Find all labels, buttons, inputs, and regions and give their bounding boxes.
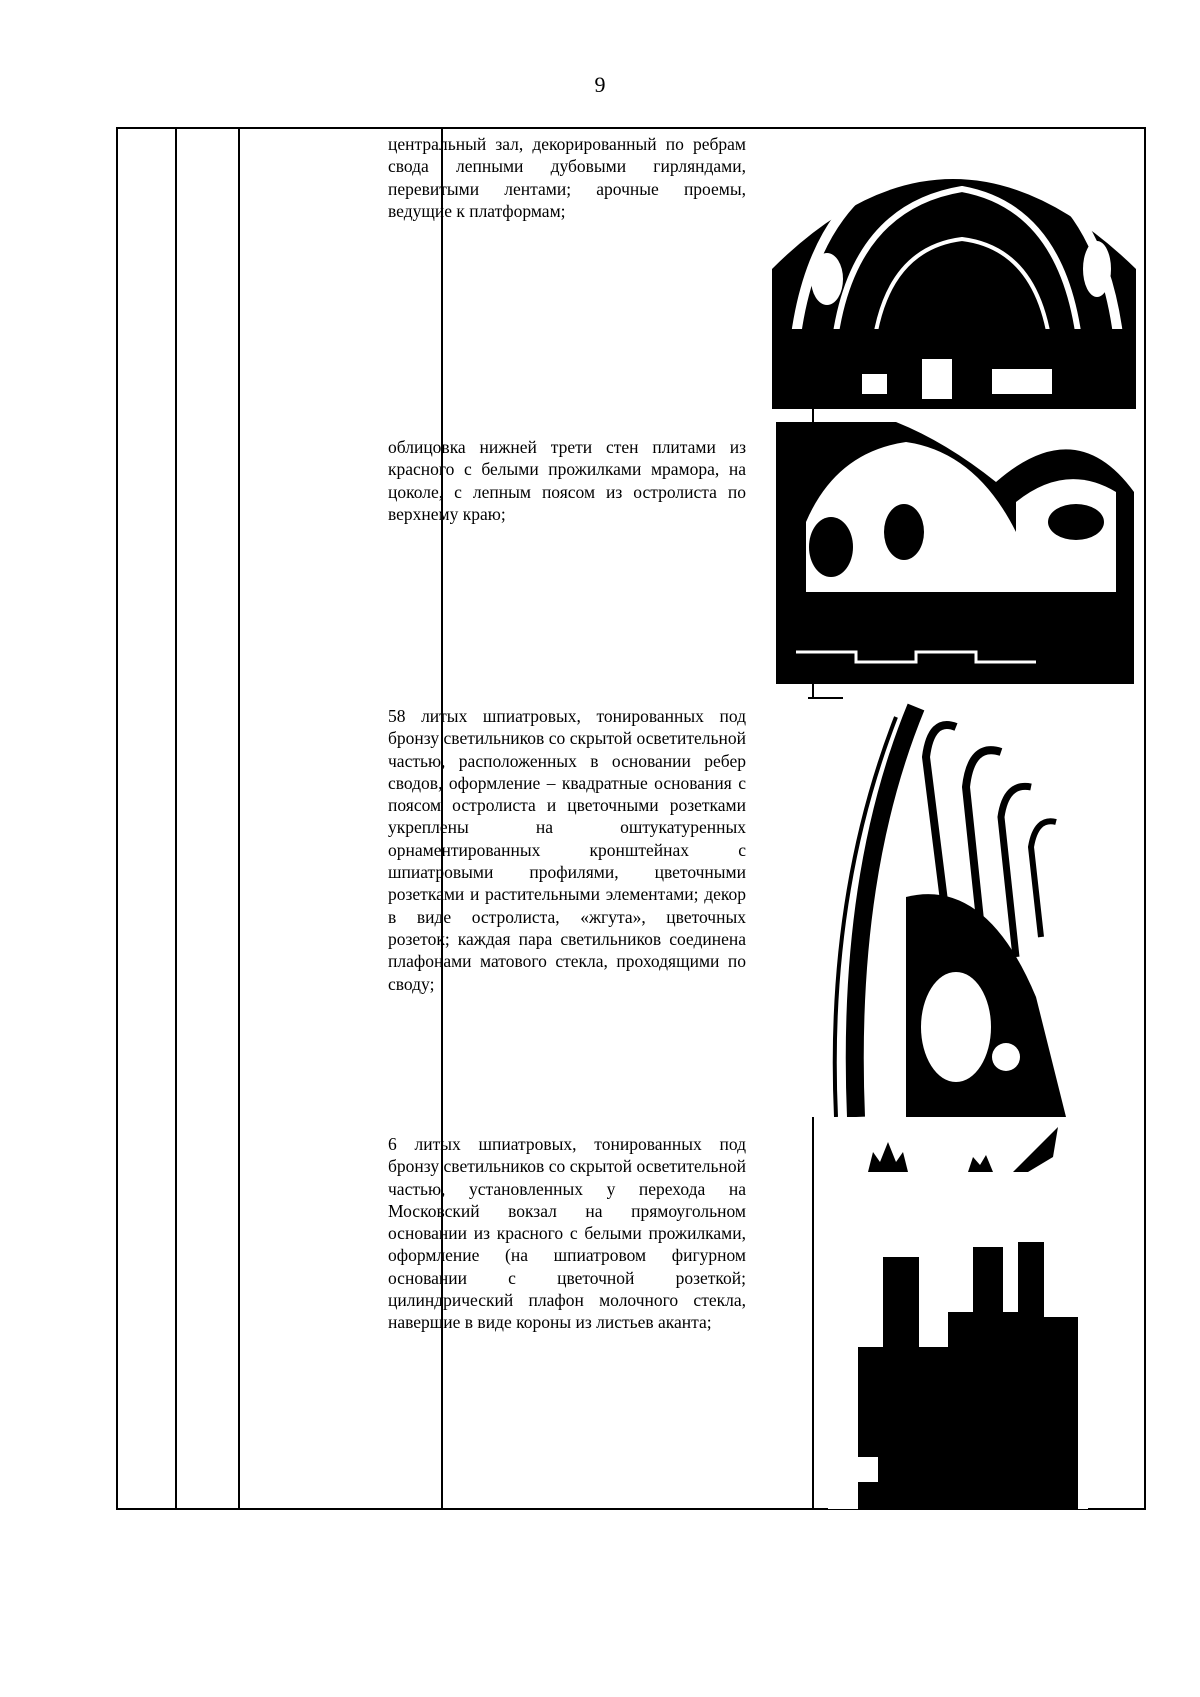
lamp-brackets-photo <box>806 697 1106 1117</box>
column-divider-2 <box>238 129 240 1508</box>
page-number: 9 <box>594 72 606 97</box>
row-1-description: центральный зал, декорированный по ребрам свода лепными дубовыми гирляндами, перевитыми лентами; арочные проемы, ведущие к платформам; <box>388 134 746 221</box>
row-2-description: облицовка нижней трети стен плитами из красного с белыми прожилками мрамора, на цоколе, с лепным поясом из остролиста по верхнему краю; <box>388 437 746 524</box>
vaulted-hall-photo <box>772 129 1136 409</box>
crown-lamps-photo <box>828 1127 1088 1509</box>
marble-wall-photo <box>776 422 1134 684</box>
column-divider-1 <box>175 129 177 1508</box>
row-3-description: 58 литых шпиатровых, тонированных под бронзу светильников со скрытой осветительной частью, расположенных в основании ребер сводов, оформление – квадратные основания с поясом остролиста и цветочными розетками укреплены на оштукатуренных орнаментированных кронштейнах с шпиатровыми профилями, цветочными розетками и растительными элементами; декор в виде остролиста, «жгута», цветочных розеток; каждая пара светильников соединена плафонами матового стекла, проходящими по своду; <box>388 706 746 994</box>
row-4-description: 6 литых шпиатровых, тонированных под бронзу светильников со скрытой осветительной частью, установленных у перехода на Московский вокзал на прямоугольном основании из красного с белыми прожилками, оформление (на шпиатровом фигурном основании с цветочной розеткой; цилиндрический плафон молочного стекла, навершие в виде короны из листьев аканта; <box>388 1134 746 1333</box>
